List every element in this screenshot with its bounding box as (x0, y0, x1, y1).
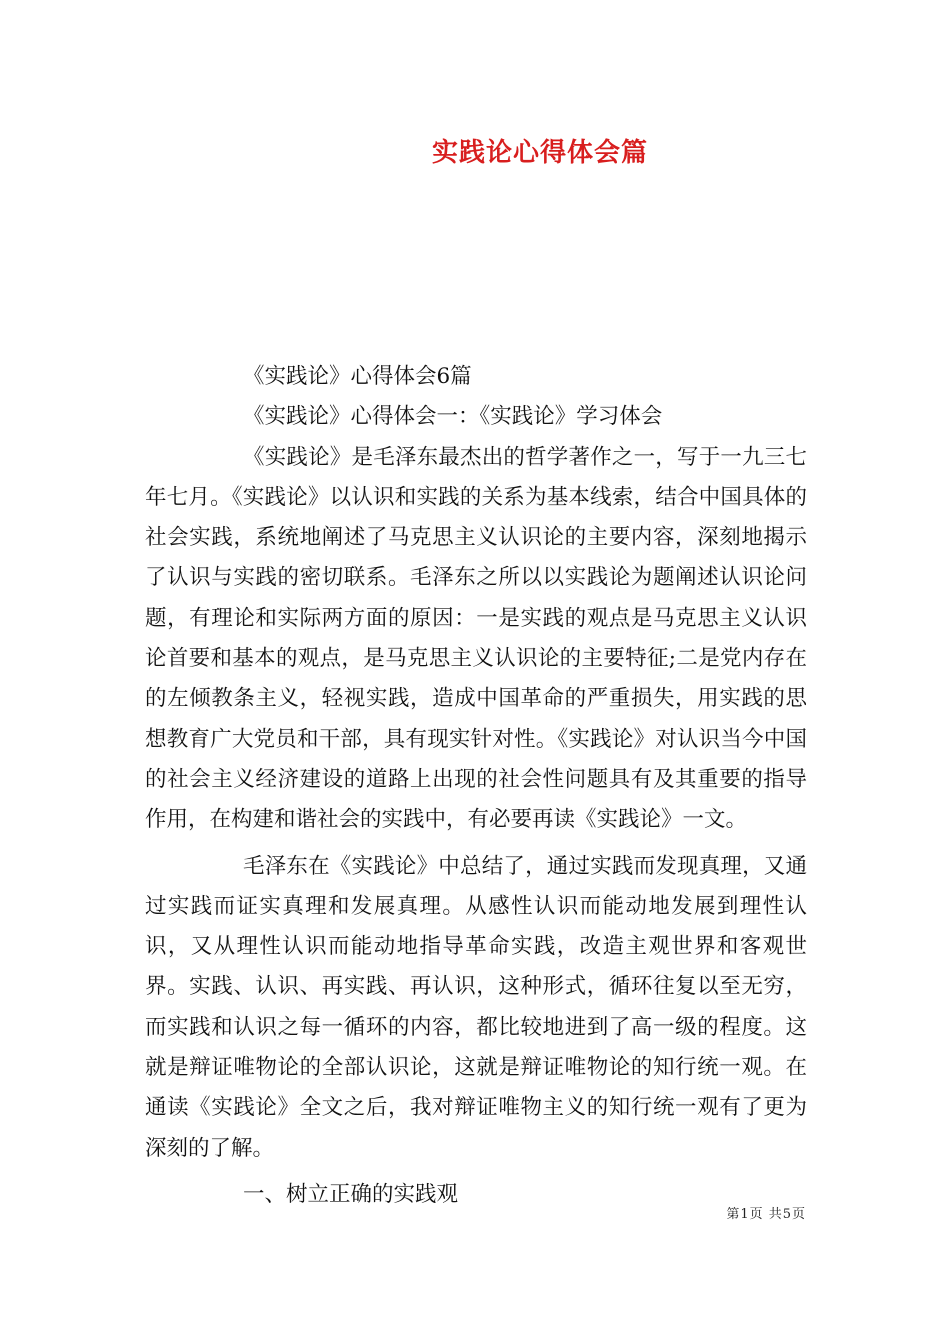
document-body (145, 357, 807, 1215)
document-title: 实践论心得体会篇 (431, 138, 648, 168)
paragraph-heading: 《实践论》心得体会6篇 (243, 364, 472, 389)
page-number: 第1页 共5页 (726, 1207, 806, 1222)
paragraph-subheading: 《实践论》心得体会一：《实践论》学习体会 (243, 404, 663, 430)
paragraph-intro: 《实践论》是毛泽东最杰出的哲学著作之一，写于一九三七年七月。《实践论》以认识和实践的关系为基本线索，结合中国具体的社会实践，系统地阐述了马克思主义认识论的主要内容，深刻地揭示了认识与实践的密切联系。毛泽东之所以以实践论为题阐述认识论问题，有理论和实际两方面的原因：一是实践的观点是马克思主义认识论首要和基本的观点，是马克思主义认识论的主要特征;二是党内存在的左倾教条主义，轻视实践，造成中国革命的严重损失，用实践的思想教育广大党员和干部，具有现实针对性。《实践论》对认识当今中国的社会主义经济建设的道路上出现的社会性问题具有及其重要的指导作用，在构建和谐社会的实践中，有必要再读《实践论》一文。 (145, 444, 807, 833)
section-heading: 一、树立正确的实践观 (243, 1181, 459, 1207)
paragraph-summary: 毛泽东在《实践论》中总结了，通过实践而发现真理，又通过实践而证实真理和发展真理。从感性认识而能动地发展到理性认识，又从理性认识而能动地指导革命实践，改造主观世界和客观世界。实践、认识、再实践、再认识，这种形式，循环往复以至无穷，而实践和认识之每一循环的内容，都比较地进到了高一级的程度。这就是辩证唯物论的全部认识论，这就是辩证唯物论的知行统一观。在通读《实践论》全文之后，我对辩证唯物主义的知行统一观有了更为深刻的了解。 (145, 853, 807, 1161)
